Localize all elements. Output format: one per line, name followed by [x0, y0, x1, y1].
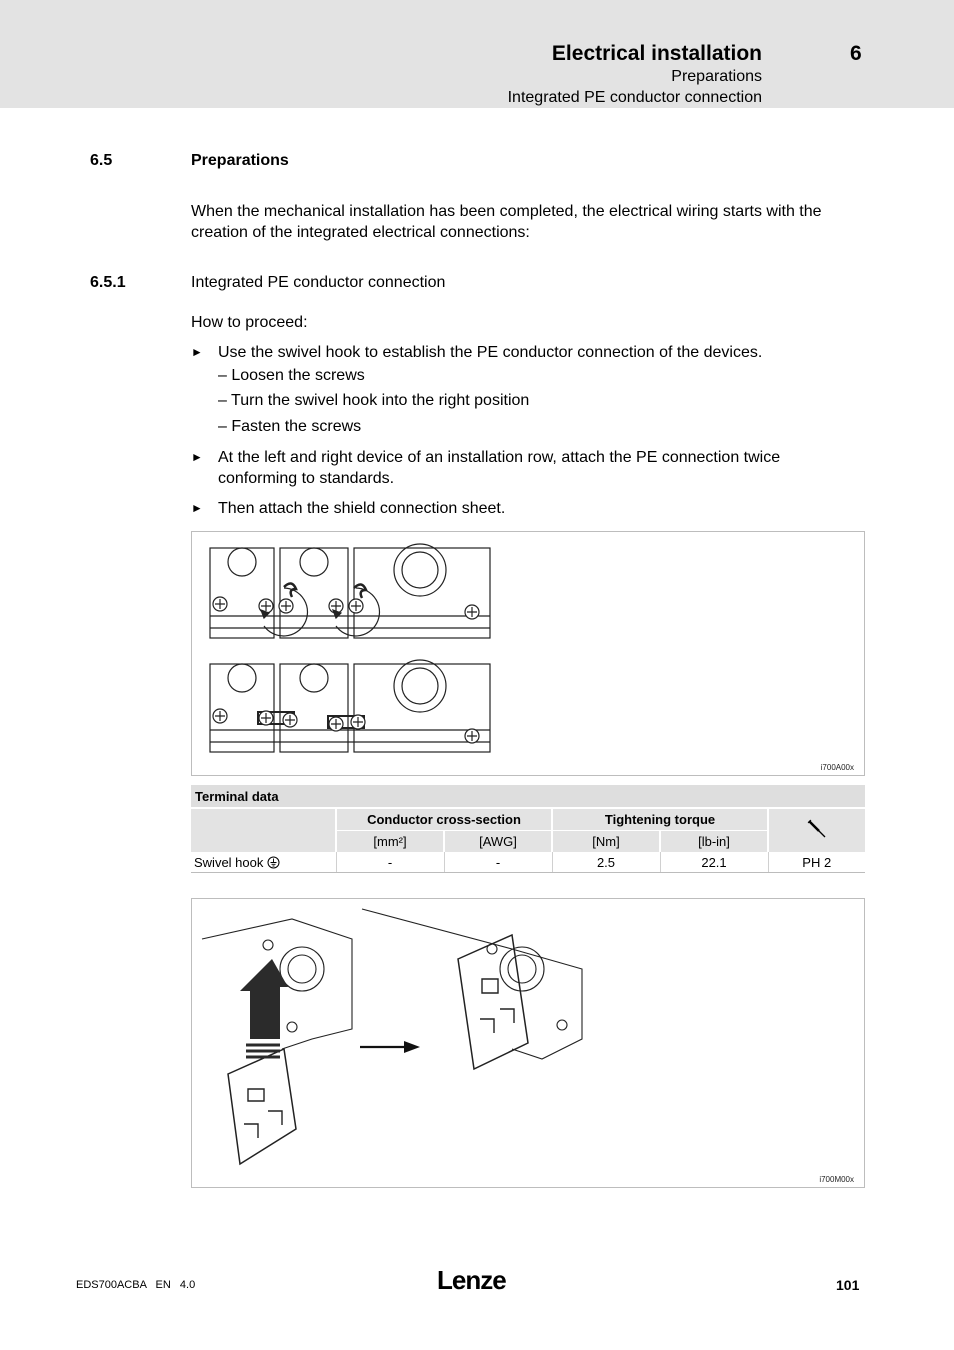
terminal-data-table — [191, 785, 865, 873]
header-subtitle-1: Preparations — [671, 68, 762, 85]
value-lb-in: 22.1 — [660, 852, 768, 873]
substep-2: – Turn the swivel hook into the right position — [218, 392, 530, 409]
row-label-cell — [191, 852, 336, 873]
bullet-2 — [191, 447, 851, 489]
unit-awg: [AWG] — [444, 830, 552, 852]
chapter-number: 6 — [850, 42, 862, 65]
chapter-title: Electrical installation — [551, 42, 762, 65]
tightening-torque-header: Tightening torque — [552, 808, 768, 830]
bullet-arrow-icon: ► — [191, 345, 203, 359]
header-subtitle-2: Integrated PE conductor connection — [507, 89, 762, 106]
unit-nm: [Nm] — [552, 830, 660, 852]
subsection-number: 6.5.1 — [90, 274, 126, 291]
substep-1: – Loosen the screws — [218, 367, 365, 384]
document-id: EDS700ACBA EN 4.0 — [76, 1279, 196, 1291]
bullet-1-text: Use the swivel hook to establish the PE conductor connection of the devices. — [218, 344, 763, 361]
figure-2-caption: i700M00x — [819, 1175, 854, 1184]
lenze-logo: Lenze — [437, 1265, 506, 1295]
table-title: Terminal data — [191, 785, 865, 808]
figure-swivel-hook — [191, 531, 865, 776]
value-nm: 2.5 — [552, 852, 660, 873]
bullet-arrow-icon: ► — [191, 501, 203, 515]
table-blank-header — [191, 808, 336, 852]
subsection-title: Integrated PE conductor connection — [191, 274, 446, 291]
how-to-label: How to proceed: — [191, 314, 308, 331]
header-band — [0, 0, 954, 108]
row-label: Swivel hook — [194, 854, 264, 870]
insert-arrow-icon — [240, 959, 288, 1039]
bullet-2-text: At the left and right device of an installation row, attach the PE connection twice conforming to standards. — [218, 449, 781, 487]
section-title: Preparations — [191, 152, 289, 169]
value-screwdriver: PH 2 — [768, 852, 865, 873]
table-row — [191, 852, 865, 873]
unit-mm2: [mm²] — [336, 830, 444, 852]
substep-3: – Fasten the screws — [218, 418, 362, 435]
screwdriver-icon — [768, 808, 865, 852]
figure-shield-sheet — [191, 898, 865, 1188]
unit-lb-in: [lb-in] — [660, 830, 768, 852]
section-number: 6.5 — [90, 152, 113, 169]
ground-icon — [267, 856, 280, 869]
intro-paragraph: When the mechanical installation has been completed, the electrical wiring starts with the creation of the integrated electrical connections: — [191, 203, 822, 241]
bullet-arrow-icon: ► — [191, 450, 203, 464]
value-mm2: - — [336, 852, 444, 873]
bullet-3-text: Then attach the shield connection sheet. — [218, 500, 506, 517]
swivel-hook-drawing — [192, 532, 864, 775]
value-awg: - — [444, 852, 552, 873]
conductor-cross-section-header: Conductor cross-section — [336, 808, 552, 830]
figure-1-caption: i700A00x — [820, 763, 854, 772]
page-number: 101 — [836, 1277, 860, 1293]
shield-sheet-drawing — [192, 899, 864, 1187]
